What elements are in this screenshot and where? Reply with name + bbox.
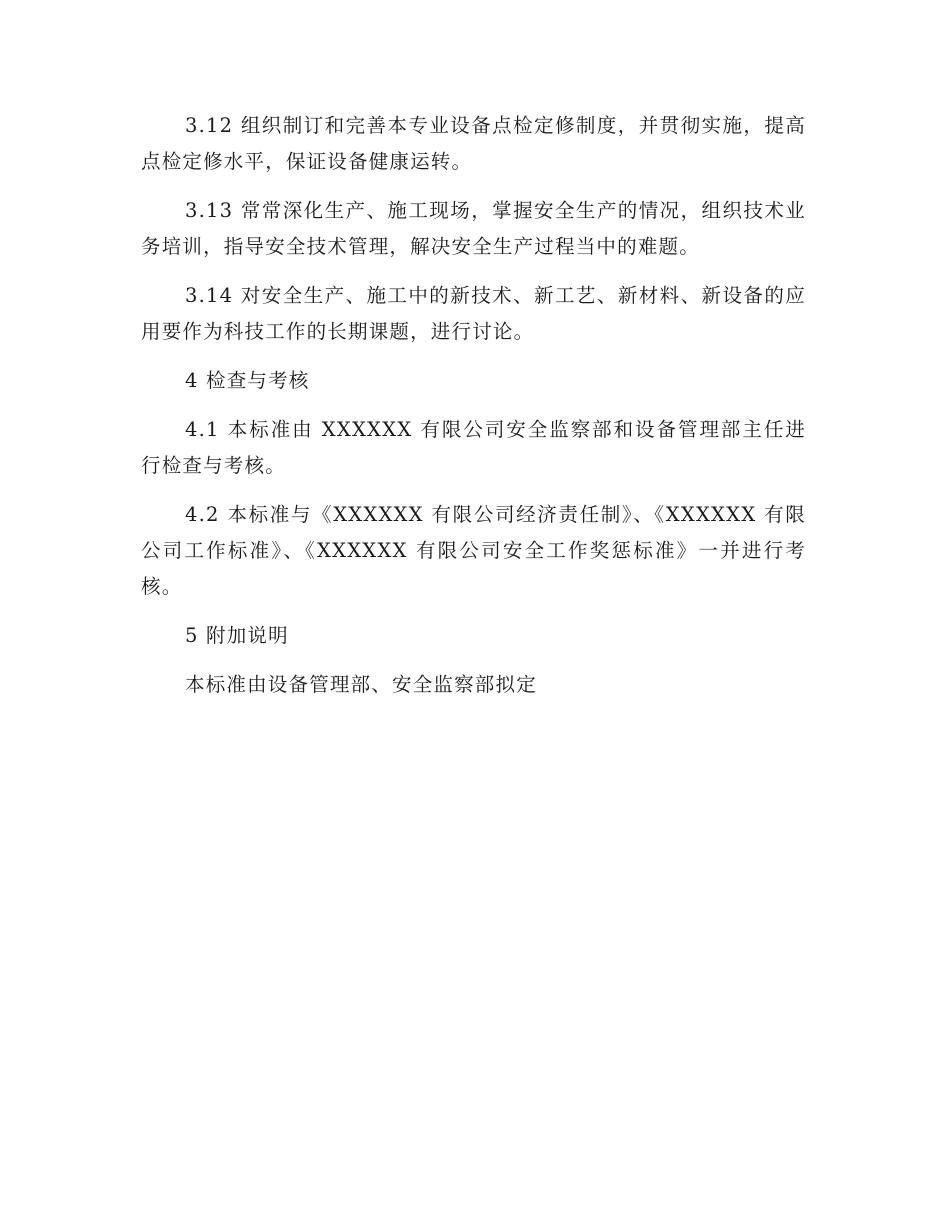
document-body [141, 108, 806, 716]
clause-4-1: 4.1 本标准由 XXXXXX 有限公司安全监察部和设备管理部主任进行检查与考核。 [141, 418, 806, 477]
clause-3-12: 3.12 组织制订和完善本专业设备点检定修制度，并贯彻实施，提高点检定修水平，保证设备健康运转。 [141, 114, 806, 173]
section-heading-5: 5 附加说明 [185, 624, 289, 647]
section-heading-4: 4 检查与考核 [185, 369, 310, 392]
clause-4-2: 4.2 本标准与《XXXXXX 有限公司经济责任制》、《XXXXXX 有限公司工作标准》、《XXXXXX 有限公司安全工作奖惩标准》一并进行考核。 [141, 503, 806, 598]
drafting-note: 本标准由设备管理部、安全监察部拟定 [185, 673, 537, 696]
clause-3-14: 3.14 对安全生产、施工中的新技术、新工艺、新材料、新设备的应用要作为科技工作的长期课题，进行讨论。 [141, 284, 806, 343]
clause-3-13: 3.13 常常深化生产、施工现场，掌握安全生产的情况，组织技术业务培训，指导安全技术管理，解决安全生产过程当中的难题。 [141, 199, 806, 258]
